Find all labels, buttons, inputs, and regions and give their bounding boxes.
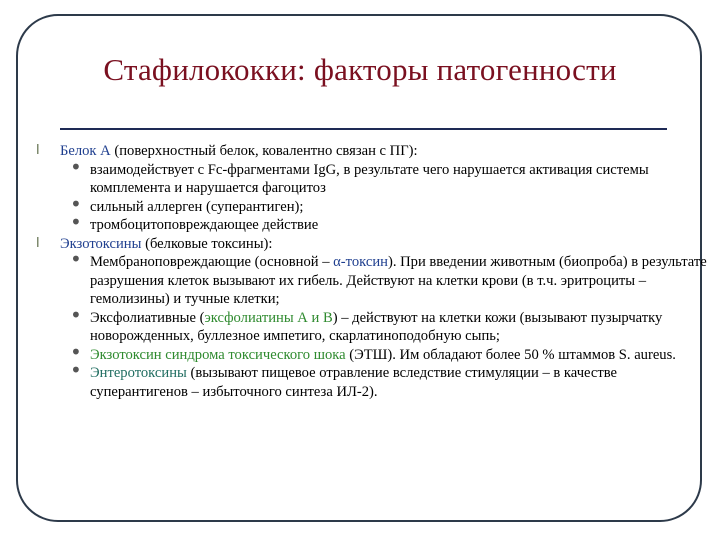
bullet-icon: • [70, 339, 82, 364]
text-run: Белок А [60, 143, 111, 159]
text-run: Мембраноповреждающие (основной – [90, 254, 334, 270]
sub-list-item [60, 191, 712, 217]
slide-title: Стафилококки: факторы патогенности [103, 52, 617, 87]
sub-list-item [60, 302, 712, 346]
text-run: сильный аллерген (суперантиген); [90, 198, 304, 215]
text-run: взаимодействует с Fc-фрагментами IgG, в результате чего нарушается активация системы комплемента и нарушается фагоцитоз [90, 161, 649, 196]
text-run: ) – действуют на клетки кожи (вызывают пузырчатку новорожденных, буллезное импетиго, скарлатиноподобную сыпь; [90, 309, 663, 344]
text-run: эксфолиатины А и В [204, 309, 333, 326]
text-run: (поверхностный белок, ковалентно связан с ПГ): [110, 143, 418, 159]
bullet-icon: l [36, 143, 40, 158]
text-run: Экзотоксины [60, 235, 142, 252]
text-run: Эксфолиативные ( [90, 309, 205, 326]
sub-list-item [60, 247, 712, 309]
sub-list-item [60, 210, 712, 235]
list-item [36, 235, 712, 254]
sub-list-item [60, 358, 712, 401]
text-run: Экзотоксин синдрома токсического шока [90, 346, 346, 363]
text-run: (белковые токсины): [141, 235, 273, 252]
list-item [36, 142, 712, 161]
sub-list-item [60, 339, 712, 365]
bullet-icon: • [70, 191, 82, 216]
title-divider [60, 128, 667, 130]
bullet-icon: • [70, 358, 82, 382]
text-run: ). При введении животным (биопроба) в результате разрушения клеток вызывают их гибель. Действуют на клетки крови (в т.ч. эритроциты – гемолизины) и тучные клетки; [90, 254, 707, 307]
text-run: Энтеротоксины [90, 365, 187, 381]
text-run: (ЭТШ). Им обладают более 50 % штаммов S. aureus. [345, 346, 676, 363]
text-run: α-токсин [333, 254, 388, 270]
bullet-icon: l [36, 235, 40, 251]
text-run: (вызывают пищевое отравление вследствие стимуляции – в качестве суперантигенов – избыточного синтеза ИЛ-2). [90, 365, 618, 400]
text-run: тромбоцитоповреждающее действие [90, 217, 319, 233]
sub-list-item [60, 154, 712, 198]
bullet-icon: • [70, 247, 82, 271]
slide-content [36, 142, 712, 401]
bullet-icon: • [70, 302, 82, 327]
bullet-icon: • [70, 154, 82, 179]
bullet-icon: • [70, 210, 82, 234]
